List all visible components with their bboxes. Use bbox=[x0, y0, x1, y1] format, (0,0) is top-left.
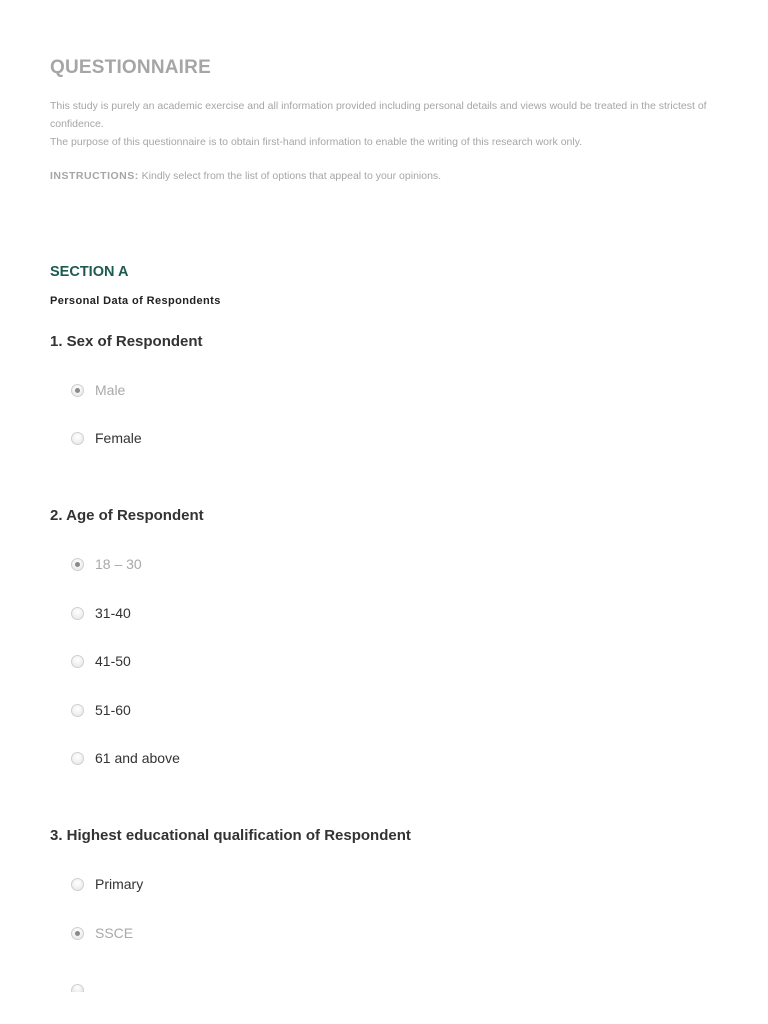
option-label: 61 and above bbox=[95, 750, 180, 766]
question-age: 2. Age of Respondent bbox=[50, 507, 204, 524]
question-sex: 1. Sex of Respondent bbox=[50, 333, 203, 350]
section-title: SECTION A bbox=[50, 264, 129, 280]
option-age-51-60[interactable] bbox=[71, 700, 131, 720]
radio-icon[interactable] bbox=[71, 752, 84, 765]
option-label: Female bbox=[95, 430, 142, 446]
radio-icon[interactable] bbox=[71, 607, 84, 620]
instructions-label: INSTRUCTIONS: bbox=[50, 170, 139, 182]
option-label: Male bbox=[95, 382, 126, 398]
option-label: SSCE bbox=[95, 925, 134, 941]
option-age-61-above[interactable] bbox=[71, 748, 180, 768]
intro-paragraph-confidentiality: This study is purely an academic exercise and all information provided including personal details and views would be treated in the strictest of confidence. bbox=[50, 100, 707, 130]
radio-icon[interactable] bbox=[71, 704, 84, 717]
section-subtitle: Personal Data of Respondents bbox=[50, 295, 221, 307]
option-label: 41-50 bbox=[95, 653, 131, 669]
option-label: 31-40 bbox=[95, 605, 131, 621]
option-age-31-40[interactable] bbox=[71, 603, 131, 623]
option-ssce[interactable] bbox=[71, 923, 133, 943]
radio-icon[interactable] bbox=[71, 655, 84, 668]
option-male[interactable] bbox=[71, 380, 125, 400]
radio-checked-icon[interactable] bbox=[71, 558, 84, 571]
intro-paragraph-purpose: The purpose of this questionnaire is to obtain first-hand information to enable the writing of this research work only. bbox=[50, 136, 583, 148]
radio-icon[interactable] bbox=[71, 878, 84, 891]
option-female[interactable] bbox=[71, 428, 142, 448]
instructions bbox=[50, 167, 441, 185]
option-label: 51-60 bbox=[95, 702, 131, 718]
option-age-18-30[interactable] bbox=[71, 554, 142, 574]
instructions-text: Kindly select from the list of options that appeal to your opinions. bbox=[138, 170, 442, 182]
radio-checked-icon[interactable] bbox=[71, 384, 84, 397]
radio-checked-icon[interactable] bbox=[71, 927, 84, 940]
page-title: QUESTIONNAIRE bbox=[50, 57, 211, 78]
radio-icon[interactable] bbox=[71, 432, 84, 445]
option-primary[interactable] bbox=[71, 874, 143, 894]
option-label: 18 – 30 bbox=[95, 556, 142, 572]
radio-icon[interactable] bbox=[71, 984, 84, 992]
question-education: 3. Highest educational qualification of Respondent bbox=[50, 827, 411, 844]
option-age-41-50[interactable] bbox=[71, 651, 131, 671]
option-label: Primary bbox=[95, 876, 144, 892]
intro-text bbox=[50, 97, 730, 151]
option-next-cut-off[interactable] bbox=[71, 973, 95, 993]
